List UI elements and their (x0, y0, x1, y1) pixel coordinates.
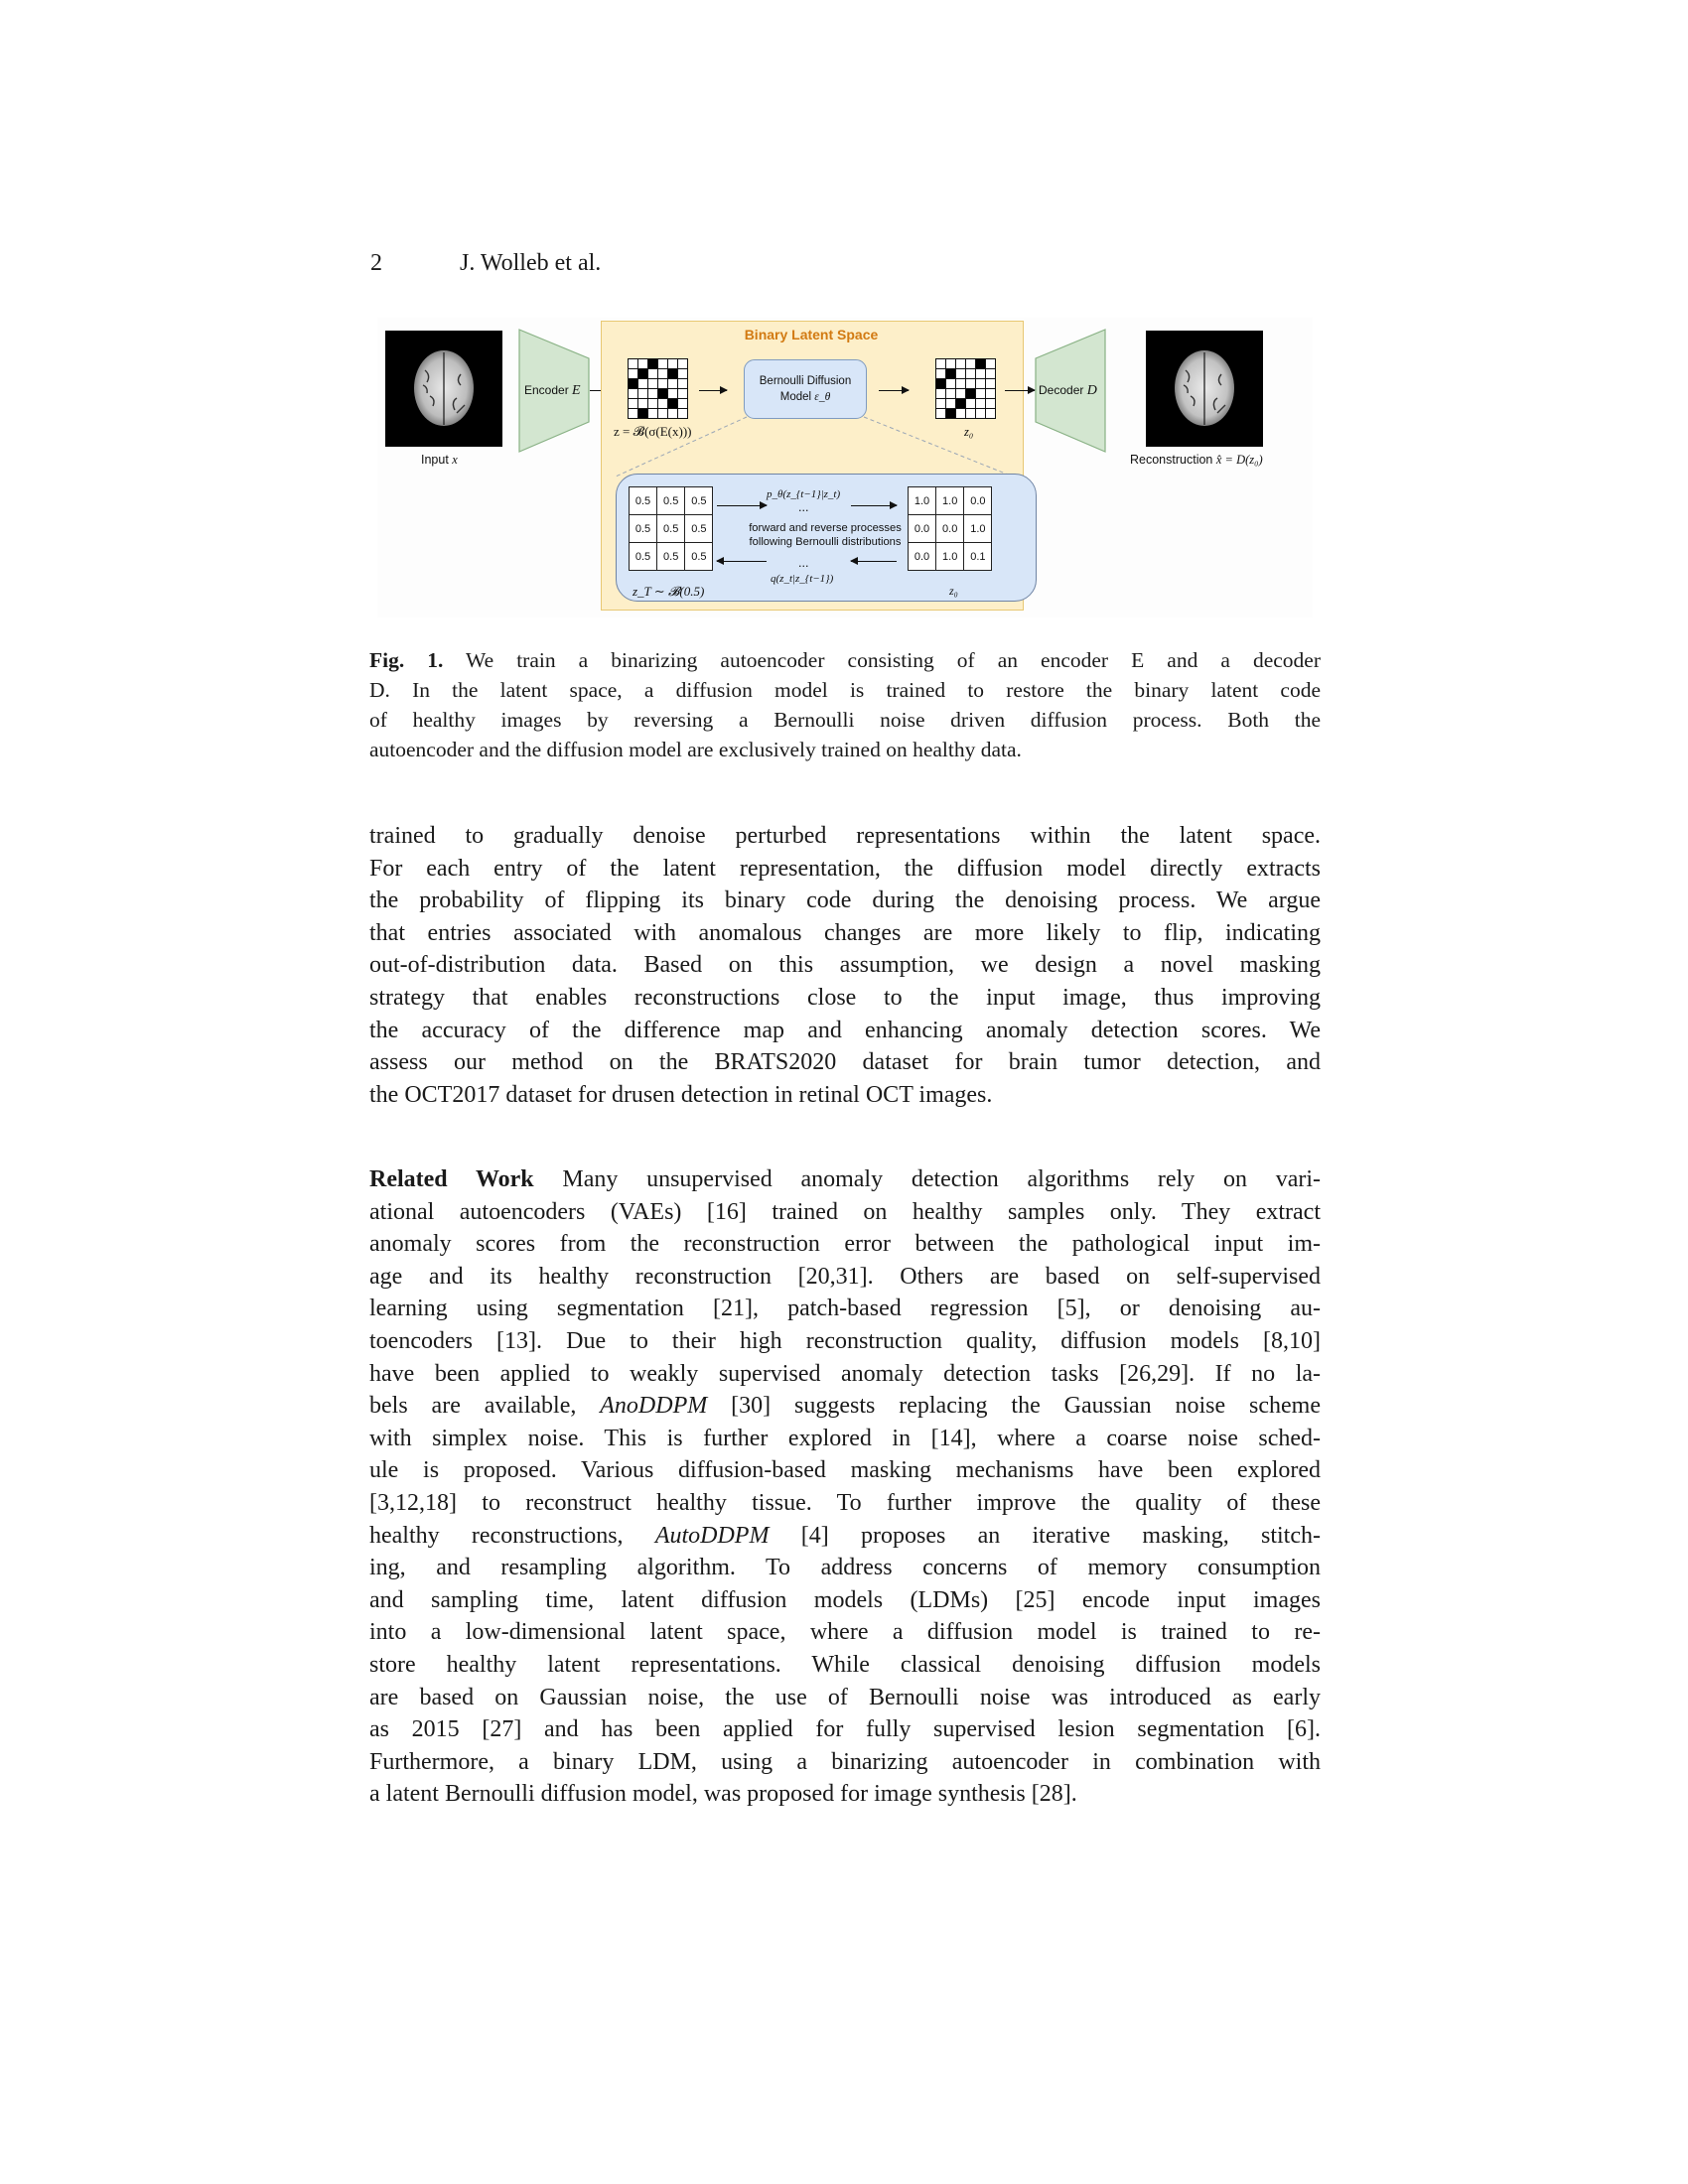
text-line: a latent Bernoulli diffusion model, was proposed for image synthesis [28]. (369, 1781, 1077, 1808)
z0-label: z₀ (964, 425, 974, 439)
grid-value-cell: 0.5 (630, 543, 656, 570)
method-name: AnoDDPM (600, 1393, 708, 1420)
grid-value-cell: 0.5 (657, 515, 684, 542)
text-line: store healthy latent representations. While classical denoising diffusion models (369, 1651, 1321, 1678)
text-line: and sampling time, latent diffusion models (LDMs) [25] encode input images (369, 1586, 1321, 1613)
grid-value-cell: 0.5 (685, 543, 712, 570)
arrow-right-icon (717, 505, 767, 506)
text-line: bels are available, AnoDDPM [30] suggests replacing the Gaussian noise scheme (369, 1393, 1321, 1420)
text-line: anomaly scores from the reconstruction error between the pathological input im- (369, 1231, 1321, 1258)
grid-value-cell: 0.1 (964, 543, 991, 570)
text-line: healthy reconstructions, AutoDDPM [4] proposes an iterative masking, stitch- (369, 1522, 1321, 1549)
grid-value-cell: 0.5 (630, 487, 656, 514)
text-line: [3,12,18] to reconstruct healthy tissue. To further improve the quality of these (369, 1489, 1321, 1516)
caption-line: autoencoder and the diffusion model are exclusively trained on healthy data. (369, 738, 1022, 761)
text-line: with simplex noise. This is further explored in [14], where a coarse noise sched- (369, 1425, 1321, 1451)
text-line: the probability of flipping its binary code during the denoising process. We argue (369, 887, 1321, 914)
z0-process-label: z₀ (949, 584, 958, 598)
encoder-label: Encoder E (524, 383, 581, 398)
text-line: trained to gradually denoise perturbed representations within the latent space. (369, 823, 1321, 849)
caption-line: We train a binarizing autoencoder consisting of an encoder E and a decoder (443, 648, 1321, 672)
caption-line: of healthy images by reversing a Bernoulli noise driven diffusion process. Both the (369, 708, 1321, 732)
grid-value-cell: 1.0 (909, 487, 935, 514)
text-line: ing, and resampling algorithm. To address concerns of memory consumption (369, 1555, 1321, 1581)
text-line: age and its healthy reconstruction [20,31]. Others are based on self-supervised (369, 1263, 1321, 1290)
arrow-left-icon (717, 561, 767, 562)
process-description: forward and reverse processes following Bernoulli distributions (749, 522, 902, 548)
page-number: 2 (370, 250, 382, 276)
text-line: strategy that enables reconstructions close to the input image, thus improving (369, 984, 1321, 1011)
grid-value-cell: 0.0 (964, 487, 991, 514)
text-line: Furthermore, a binary LDM, using a binarizing autoencoder in combination with (369, 1748, 1321, 1775)
forward-process-label: q(z_t|z_{t−1}) (771, 573, 834, 585)
related-work-paragraph (369, 1163, 1321, 1811)
z0-value-grid (908, 486, 992, 571)
text-line: the OCT2017 dataset for drusen detection in retinal OCT images. (369, 1081, 993, 1108)
arrow-left-icon (851, 561, 897, 562)
text-line: ule is proposed. Various diffusion-based masking mechanisms have been explored (369, 1457, 1321, 1484)
text-line: are based on Gaussian noise, the use of Bernoulli noise was introduced as early (369, 1684, 1321, 1710)
text-line: as 2015 [27] and has been applied for fully supervised lesion segmentation [6]. (369, 1716, 1321, 1743)
text-line: that entries associated with anomalous changes are more likely to flip, indicating (369, 919, 1321, 946)
reconstruction-label: Reconstruction x̂ = D(z₀) (1130, 453, 1263, 467)
text-line: have been applied to weakly supervised anomaly detection tasks [26,29]. If no la- (369, 1360, 1321, 1387)
figure-1 (377, 318, 1313, 617)
grid-value-cell: 0.5 (685, 487, 712, 514)
grid-value-cell: 0.0 (909, 515, 935, 542)
text-line: the accuracy of the difference map and enhancing anomaly detection scores. We (369, 1017, 1321, 1043)
zT-label: z_T ∼ 𝓑(0.5) (633, 584, 705, 599)
text-line: toencoders [13]. Due to their high reconstruction quality, diffusion models [8,10] (369, 1327, 1321, 1354)
method-name: AutoDDPM (654, 1522, 770, 1549)
text-line: Related Work Many unsupervised anomaly detection algorithms rely on vari- (369, 1166, 1321, 1192)
latent-space-title: Binary Latent Space (744, 327, 879, 342)
text-line: into a low-dimensional latent space, where a diffusion model is trained to re- (369, 1619, 1321, 1646)
z-formula: z = 𝓑(σ(E(x))) (614, 424, 692, 439)
grid-value-cell: 0.5 (657, 487, 684, 514)
text-line: assess our method on the BRATS2020 dataset for brain tumor detection, and (369, 1049, 1321, 1076)
zT-probability-grid (629, 486, 713, 571)
grid-value-cell: 0.5 (630, 515, 656, 542)
decoder-label: Decoder D (1039, 383, 1097, 398)
grid-value-cell: 0.5 (685, 515, 712, 542)
reconstruction-brain-image (1146, 331, 1263, 447)
grid-value-cell: 0.0 (909, 543, 935, 570)
reverse-process-label: p_θ(z_{t−1}|z_t) (767, 488, 841, 500)
ellipsis-bottom: ... (798, 556, 809, 570)
text-line: learning using segmentation [21], patch-based regression [5], or denoising au- (369, 1296, 1321, 1322)
text-line: For each entry of the latent representation, the diffusion model directly extracts (369, 855, 1321, 882)
model-label-line1: Bernoulli Diffusion (759, 375, 852, 387)
caption-label: Fig. 1. (369, 648, 444, 672)
grid-value-cell: 0.0 (936, 515, 963, 542)
grid-value-cell: 0.5 (657, 543, 684, 570)
text-line: ational autoencoders (VAEs) [16] trained on healthy samples only. They extract (369, 1198, 1321, 1225)
caption-line: D. In the latent space, a diffusion model is trained to restore the binary latent code (369, 678, 1321, 702)
model-label-line2: Model ε_θ (779, 391, 831, 403)
body-paragraph-intro (369, 820, 1321, 1111)
arrow-right-icon (851, 505, 897, 506)
text-line: out-of-distribution data. Based on this assumption, we design a novel masking (369, 952, 1321, 979)
figure-caption (369, 645, 1321, 764)
grid-value-cell: 1.0 (964, 515, 991, 542)
grid-value-cell: 1.0 (936, 543, 963, 570)
input-label: Input x (421, 453, 458, 467)
related-work-heading: Related Work (369, 1166, 534, 1192)
running-head: J. Wolleb et al. (460, 250, 602, 276)
brain-mri-icon (1146, 331, 1263, 447)
ellipsis-top: ... (798, 500, 809, 514)
grid-value-cell: 1.0 (936, 487, 963, 514)
